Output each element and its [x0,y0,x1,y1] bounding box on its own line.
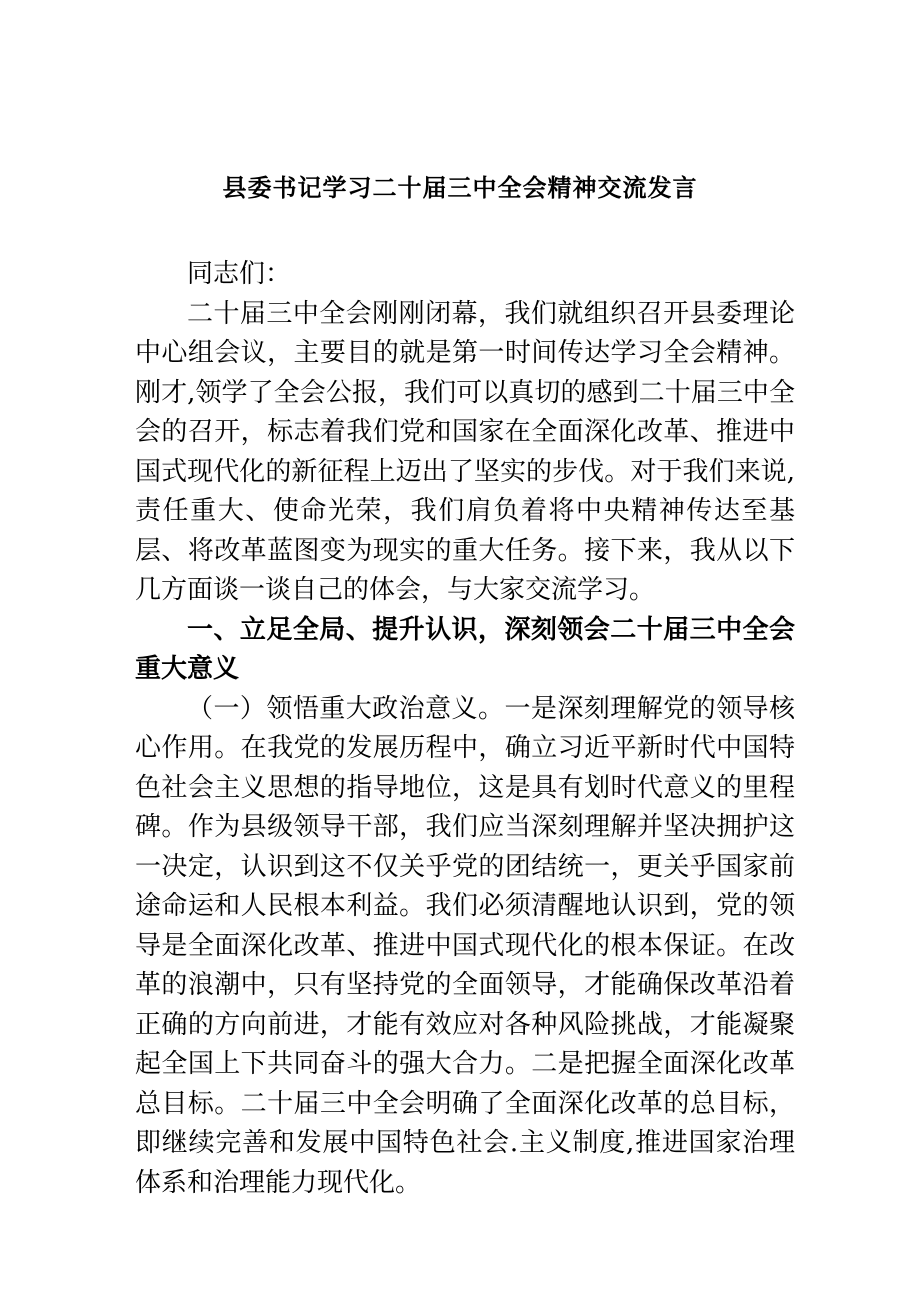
greeting-line: 同志们： [187,259,292,289]
section-heading: 一、立足全局、提升认识，深刻领会二十届三中全会重大意义 [135,614,795,684]
document-body [135,255,795,1203]
section-paragraph: （一）领悟重大政治意义。一是深刻理解党的领导核心作用。在我党的发展历程中，确立习近平新时代中国特色社会主义思想的指导地位，这是具有划时代意义的里程碑。作为县级领导干部，我们应当深刻理解并坚决拥护这一决定，认识到这不仅关乎党的团结统一，更关乎国家前途命运和人民根本利益。我们必须清醒地认识到，党的领导是全面深化改革、推进中国式现代化的根本保证。在改革的浪潮中，只有坚持党的全面领导，才能确保改革沿着正确的方向前进，才能有效应对各种风险挑战，才能凝聚起全国上下共同奋斗的强大合力。二是把握全面深化改革总目标。二十届三中全会明确了全面深化改革的总目标，即继续完善和发展中国特色社会.主义制度,推进国家治理体系和治理能力现代化。 [135,693,795,1198]
intro-paragraph: 二十届三中全会刚刚闭幕，我们就组织召开县委理论中心组会议，主要目的就是第一时间传达学习全会精神。刚才,领学了全会公报，我们可以真切的感到二十届三中全会的召开，标志着我们党和国家在全面深化改革、推进中国式现代化的新征程上迈出了坚实的步伐。对于我们来说,责任重大、使命光荣，我们肩负着将中央精神传达至基层、将改革蓝图变为现实的重大任务。接下来，我从以下几方面谈一谈自己的体会，与大家交流学习。 [135,298,795,605]
document-title: 县委书记学习二十届三中全会精神交流发言 [222,173,698,202]
